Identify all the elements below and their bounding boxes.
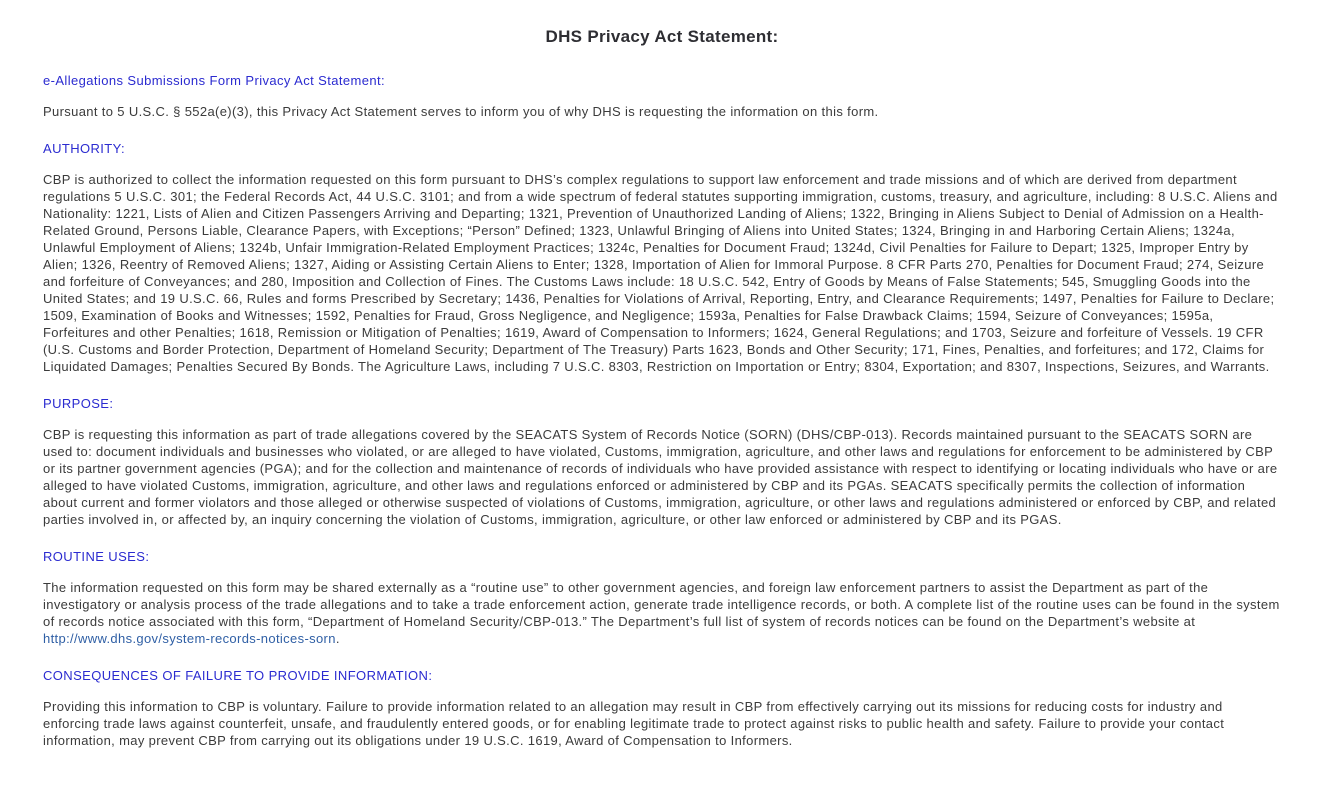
page-title: DHS Privacy Act Statement:: [545, 27, 779, 46]
section-consequences: [43, 668, 1281, 749]
dhs-sorn-link[interactable]: http://www.dhs.gov/system-records-notices-sorn: [43, 631, 336, 646]
eallegations-statement-paragraph: Pursuant to 5 U.S.C. § 552a(e)(3), this Privacy Act Statement serves to inform you of why DHS is requesting the information on this form.: [43, 104, 879, 119]
eallegations-statement-heading: e-Allegations Submissions Form Privacy Act Statement:: [43, 73, 385, 88]
consequences-heading: CONSEQUENCES OF FAILURE TO PROVIDE INFORMATION:: [43, 668, 433, 683]
routine-uses-paragraph: [43, 579, 1281, 647]
consequences-paragraph: Providing this information to CBP is voluntary. Failure to provide information related to an allegation may result in CBP from effectively carrying out its missions for reducing costs for industry and enforcing trade laws against counterfeit, unsafe, and fraudulently entered goods, or for enabling legitimate trade to protect against risks to public health and safety. Failure to provide your contact information, may prevent CBP from carrying out its obligations under 19 U.S.C. 1619, Award of Compensation to Informers.: [43, 699, 1225, 748]
purpose-paragraph: CBP is requesting this information as part of trade allegations covered by the SEACATS System of Records Notice (SORN) (DHS/CBP-013). Records maintained pursuant to the SEACATS SORN are used to: document individuals and businesses who violated, or are alleged to have violated, Customs, immigration, agriculture, and other laws and regulations for enforcement to be administered by CBP or its partner government agencies (PGA); and for the collection and maintenance of records of individuals who have provided assistance with respect to identifying or locating individuals who have or are alleged to have violated Customs, immigration, agriculture, and other laws and regulations enforced or administered by CBP and its PGAs. SEACATS specifically permits the collection of information about current and former violators and those alleged or otherwise suspected of violations of Customs, immigration, agriculture, or other laws and regulations administered or enforced by CBP, and related parties involved in, or affected by, an inquiry concerning the violation of Customs, immigration, agriculture, or other law enforced or administered by CBP and its PGAS.: [43, 427, 1278, 527]
routine-uses-text-before-link: The information requested on this form may be shared externally as a “routine use” to other government agencies, and foreign law enforcement partners to assist the Department as part of the investigatory or analysis process of the trade allegations and to take a trade enforcement action, generate trade intelligence records, or both. A complete list of the routine uses can be found in the system of records notice associated with this form, “Department of Homeland Security/CBP-013.” The Department’s full list of system of records notices can be found on the Department’s website at: [43, 580, 1280, 629]
section-authority: [43, 141, 1281, 375]
section-eallegations-statement: [43, 73, 1281, 120]
routine-uses-text-after-link: .: [335, 631, 340, 646]
authority-paragraph: CBP is authorized to collect the information requested on this form pursuant to DHS’s complex regulations to support law enforcement and trade missions and of which are derived from department regulations 5 U.S.C. 301; the Federal Records Act, 44 U.S.C. 3101; and from a wide spectrum of federal statutes supporting immigration, customs, treasury, and agriculture, including: 8 U.S.C. Aliens and Nationality: 1221, Lists of Alien and Citizen Passengers Arriving and Departing; 1321, Prevention of Unauthorized Landing of Aliens; 1322, Bringing in Aliens Subject to Denial of Admission on a Health-Related Ground, Persons Liable, Clearance Papers, with Exceptions; “Person” Defined; 1323, Unlawful Bringing of Aliens into United States; 1324, Bringing in and Harboring Certain Aliens; 1324a, Unlawful Employment of Aliens; 1324b, Unfair Immigration-Related Employment Practices; 1324c, Penalties for Document Fraud; 1324d, Civil Penalties for Failure to Depart; 1325, Improper Entry by Alien; 1326, Reentry of Removed Aliens; 1327, Aiding or Assisting Certain Aliens to Enter; 1328, Importation of Alien for Immoral Purpose. 8 CFR Parts 270, Penalties for Document Fraud; 274, Seizure and forfeiture of Conveyances; and 280, Imposition and Collection of Fines. The Customs Laws include: 18 U.S.C. 542, Entry of Goods by Means of False Statements; 545, Smuggling Goods into the United States; and 19 U.S.C. 66, Rules and forms Prescribed by Secretary; 1436, Penalties for Violations of Arrival, Reporting, Entry, and Clearance Requirements; 1497, Penalties for Failure to Declare; 1509, Examination of Books and Witnesses; 1592, Penalties for Fraud, Gross Negligence, and Negligence; 1593a, Penalties for False Drawback Claims; 1594, Seizure of Conveyances; 1595a, Forfeitures and other Penalties; 1618, Remission or Mitigation of Penalties; 1619, Award of Compensation to Informers; 1624, General Regulations; and 1703, Seizure and forfeiture of Vessels. 19 CFR (U.S. Customs and Border Protection, Department of Homeland Security; Department of The Treasury) Parts 1623, Bonds and Other Security; 171, Fines, Penalties, and forfeitures; and 172, Claims for Liquidated Damages; Penalties Secured By Bonds. The Agriculture Laws, including 7 U.S.C. 8303, Restriction on Importation or Entry; 8304, Exportation; and 8307, Inspections, Seizures, and Warrants.: [43, 172, 1278, 374]
purpose-heading: PURPOSE:: [43, 396, 114, 411]
section-purpose: [43, 396, 1281, 528]
routine-uses-heading: ROUTINE USES:: [43, 549, 150, 564]
authority-heading: AUTHORITY:: [43, 141, 126, 156]
section-routine-uses: [43, 549, 1281, 647]
